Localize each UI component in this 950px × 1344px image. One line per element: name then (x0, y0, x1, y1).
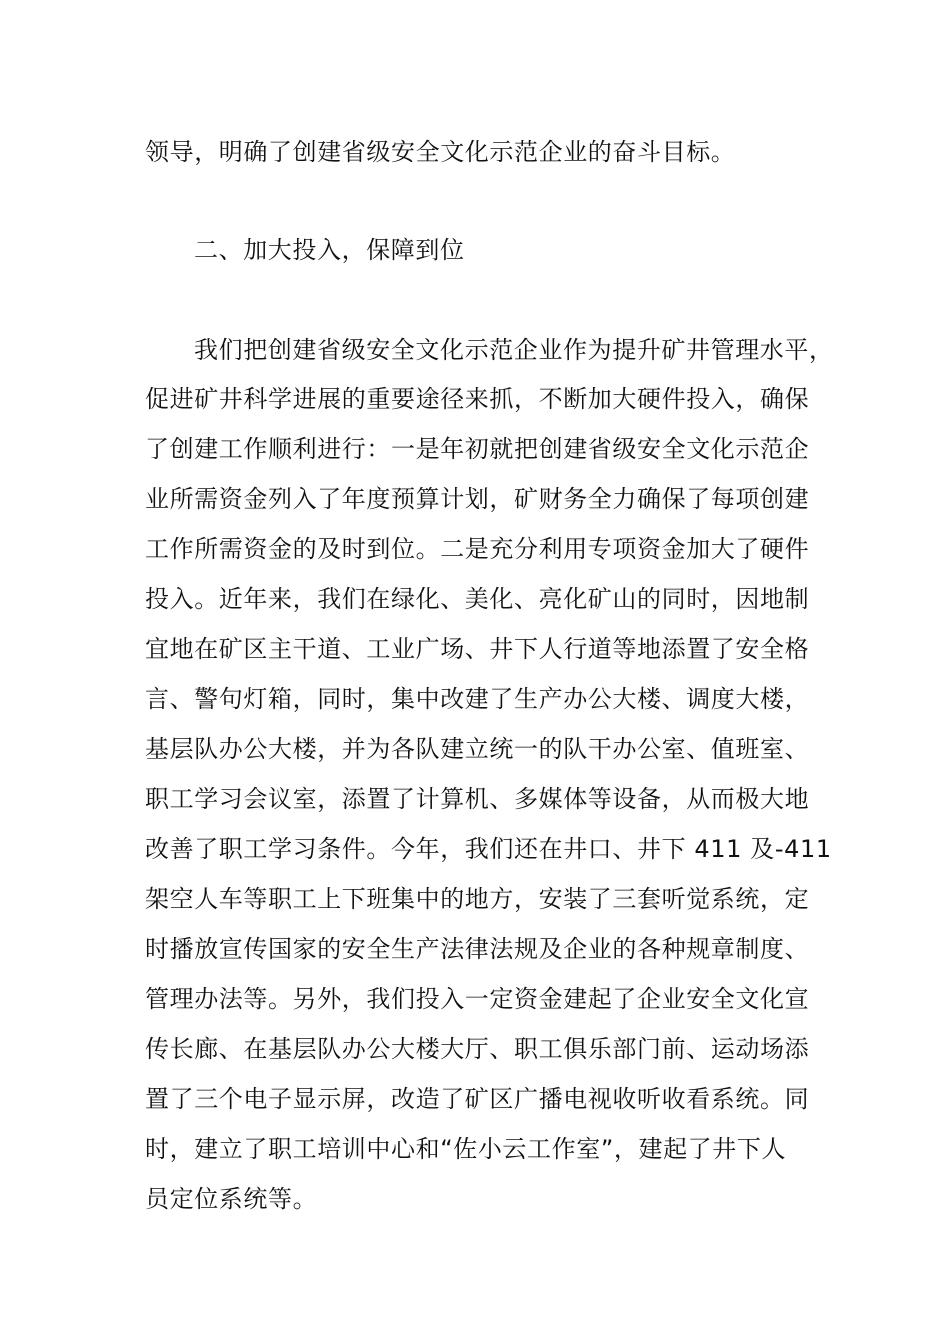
paragraph-line: 员定位系统等。 (145, 1185, 318, 1213)
paragraph-line: 业所需资金列入了年度预算计划，矿财务全力确保了每项创建 (145, 485, 810, 513)
paragraph-line: 改善了职工学习条件。今年，我们还在井口、井下 411 及-411 (145, 835, 832, 863)
paragraph-line: 基层队办公大楼，并为各队建立统一的队干办公室、值班室、 (145, 735, 810, 763)
paragraph-line: 工作所需资金的及时到位。二是充分利用专项资金加大了硬件 (145, 535, 810, 563)
paragraph-line: 时，建立了职工培训中心和“佐小云工作室”，建起了井下人 (145, 1135, 787, 1163)
paragraph-line: 时播放宣传国家的安全生产法律法规及企业的各种规章制度、 (145, 935, 810, 963)
paragraph-line: 传长廊、在基层队办公大楼大厅、职工俱乐部门前、运动场添 (145, 1035, 810, 1063)
paragraph-line: 我们把创建省级安全文化示范企业作为提升矿井管理水平， (194, 336, 834, 364)
continuation-line: 领导，明确了创建省级安全文化示范企业的奋斗目标。 (145, 138, 736, 166)
paragraph-line: 置了三个电子显示屏，改造了矿区广播电视收听收看系统。同 (145, 1085, 810, 1113)
paragraph-line: 职工学习会议室，添置了计算机、多媒体等设备，从而极大地 (145, 785, 810, 813)
section-heading: 二、加大投入，保障到位 (194, 236, 465, 264)
paragraph-line: 宜地在矿区主干道、工业广场、井下人行道等地添置了安全格 (145, 635, 810, 663)
paragraph-line: 投入。近年来，我们在绿化、美化、亮化矿山的同时，因地制 (145, 585, 810, 613)
paragraph-line: 了创建工作顺利进行：一是年初就把创建省级安全文化示范企 (145, 435, 810, 463)
paragraph-line: 促进矿井科学进展的重要途径来抓，不断加大硬件投入，确保 (145, 385, 810, 413)
paragraph-line: 管理办法等。另外，我们投入一定资金建起了企业安全文化宣 (145, 985, 810, 1013)
paragraph-line: 架空人车等职工上下班集中的地方，安装了三套听觉系统，定 (145, 885, 810, 913)
paragraph-line: 言、警句灯箱，同时，集中改建了生产办公大楼、调度大楼， (145, 685, 810, 713)
